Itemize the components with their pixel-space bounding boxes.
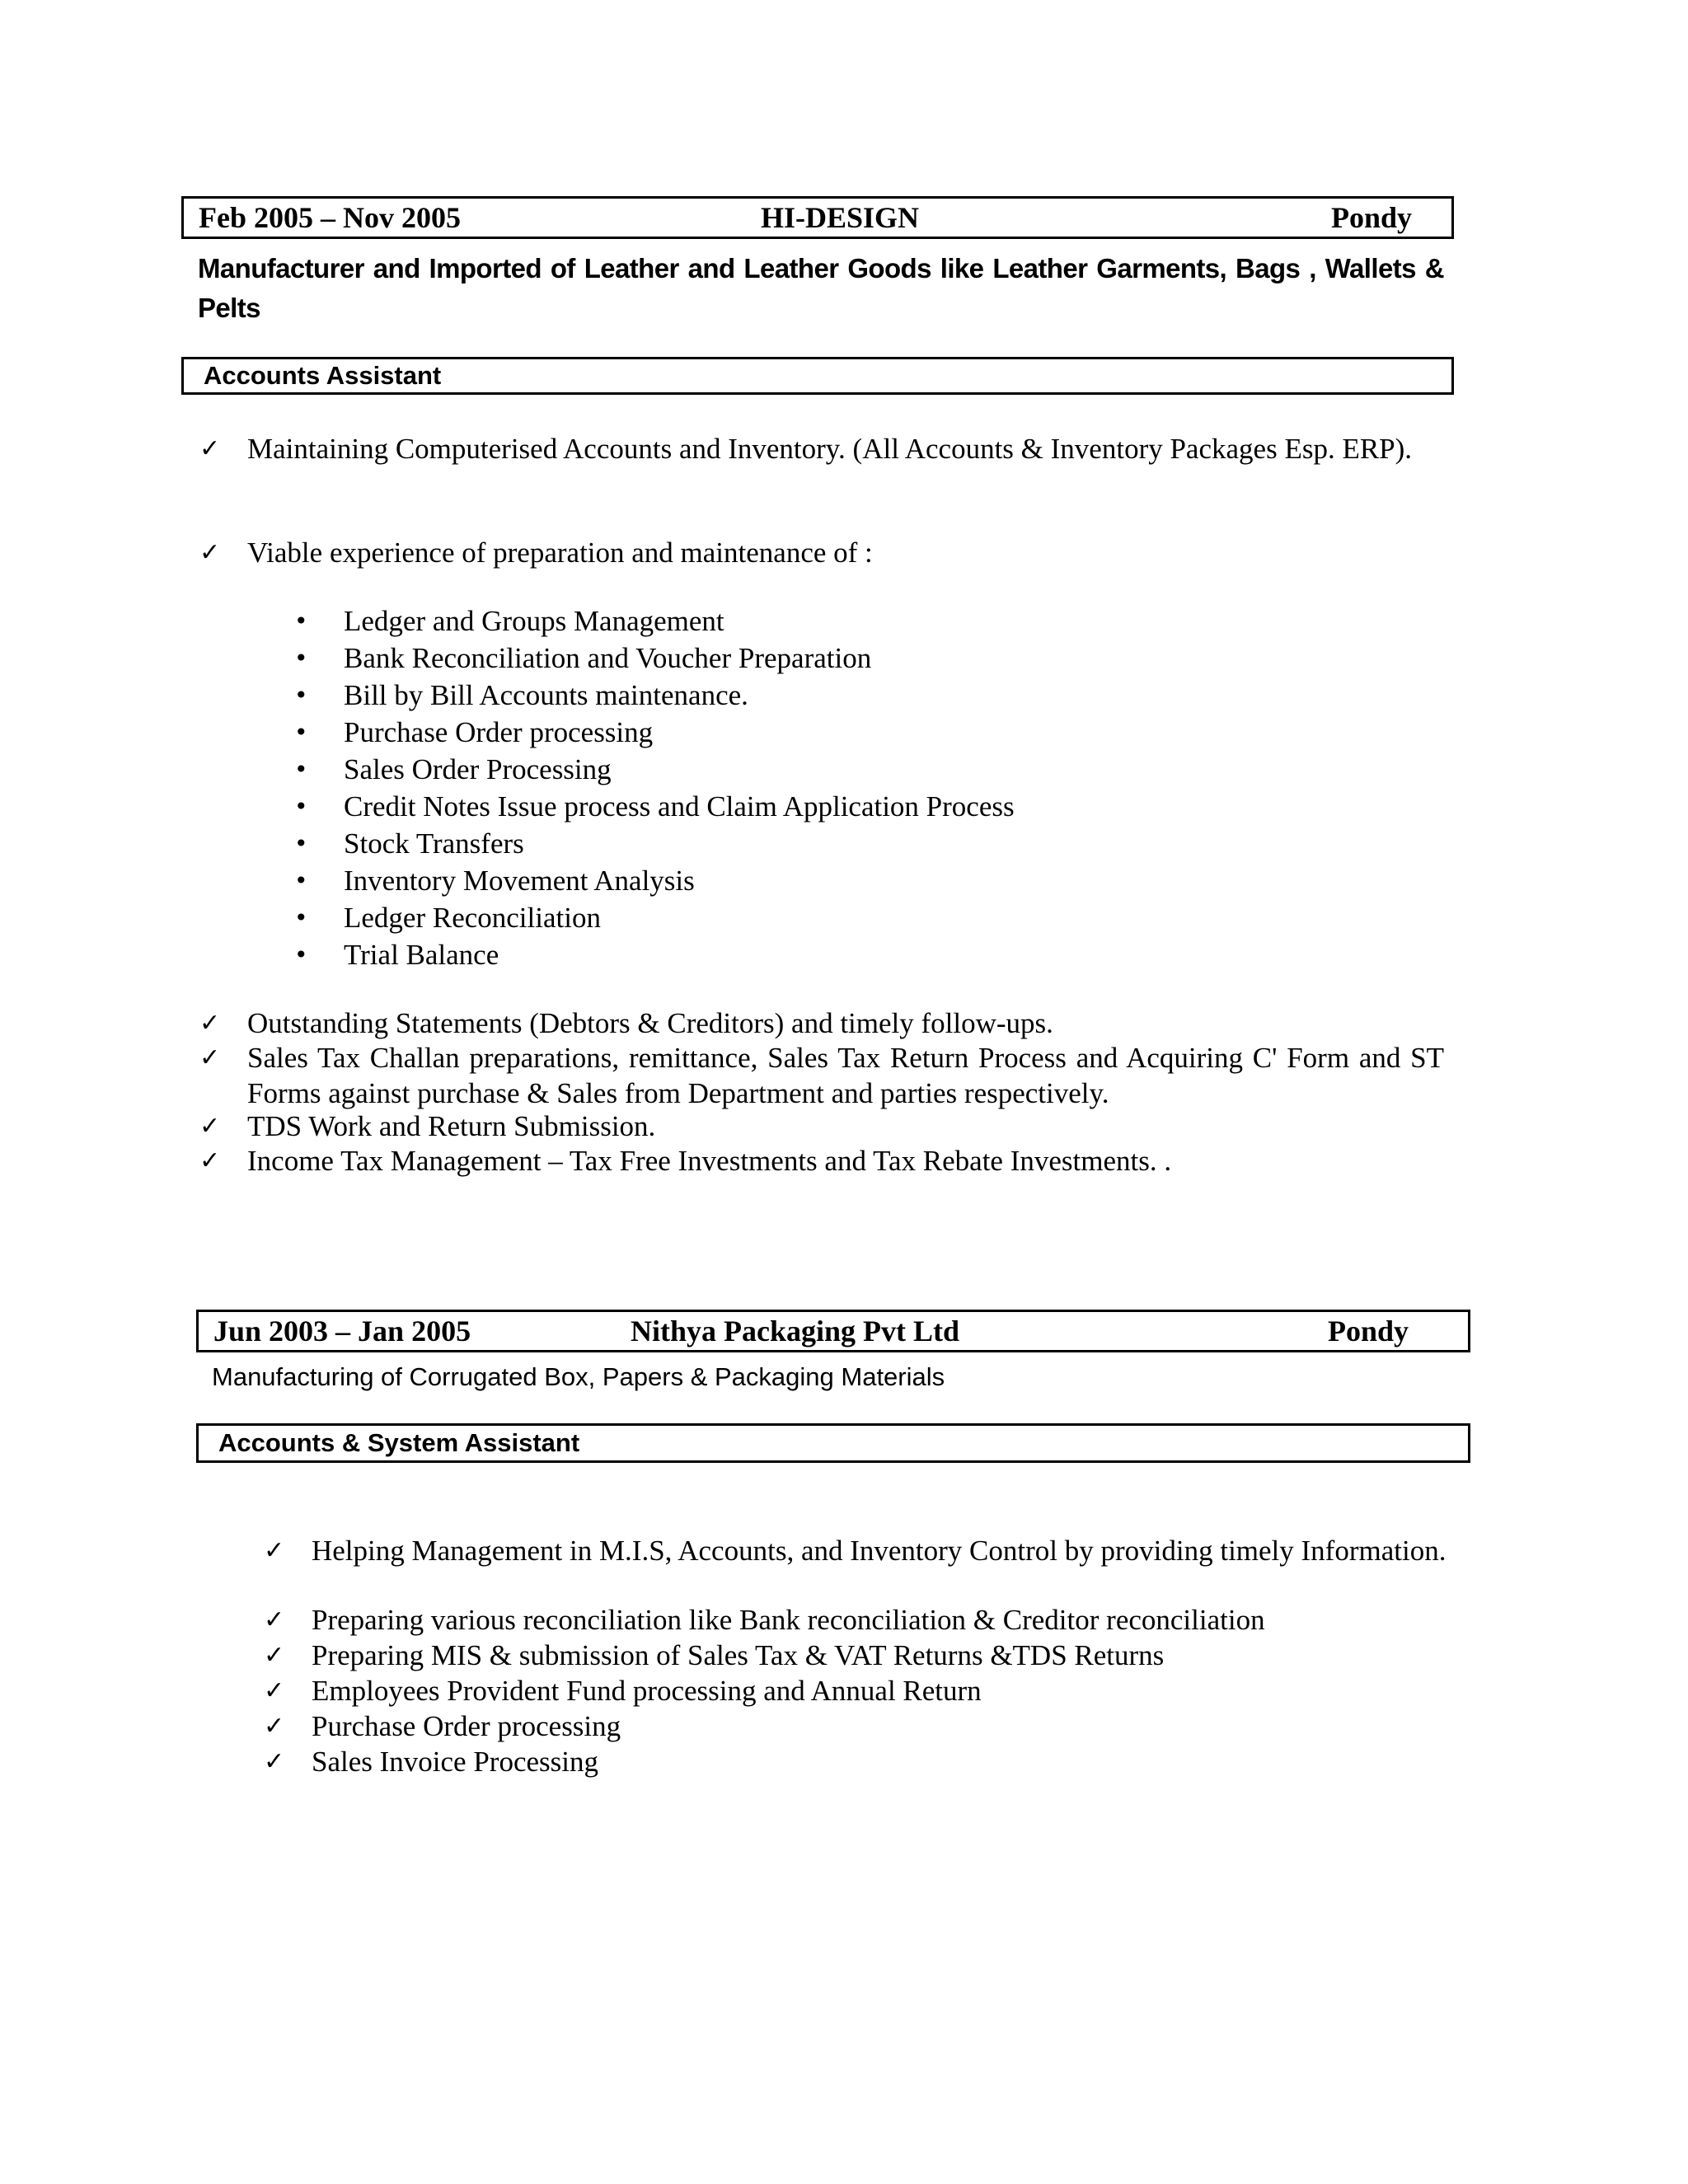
bullet-icon: • [294, 719, 308, 746]
job2-dates: Jun 2003 – Jan 2005 [213, 1315, 471, 1347]
check-icon: ✓ [199, 1043, 221, 1072]
check-icon: ✓ [199, 1112, 221, 1141]
check-icon: ✓ [199, 434, 221, 463]
bullet-icon: • [294, 756, 308, 783]
check-icon: ✓ [264, 1676, 285, 1705]
bullet-icon: • [294, 867, 308, 894]
job1-location: Pondy [1331, 201, 1413, 234]
bullet-icon: • [294, 941, 308, 968]
bullet-icon: • [294, 607, 308, 635]
check-icon: ✓ [264, 1605, 285, 1634]
job1-company: HI-DESIGN [761, 201, 920, 234]
job2-company-description: Manufacturing of Corrugated Box, Papers & Packaging Materials [212, 1362, 945, 1391]
job2-company: Nithya Packaging Pvt Ltd [631, 1315, 960, 1347]
job2-role-title: Accounts & System Assistant [218, 1428, 580, 1457]
check-icon: ✓ [264, 1641, 285, 1670]
job1-role-title: Accounts Assistant [204, 361, 442, 390]
bullet-icon: • [294, 644, 308, 672]
check-icon: ✓ [264, 1536, 285, 1565]
job1-dates: Feb 2005 – Nov 2005 [199, 201, 461, 234]
job1-point-2-text: Viable experience of preparation and maintenance of : [247, 537, 873, 569]
check-icon: ✓ [199, 1009, 221, 1038]
job2-location: Pondy [1328, 1315, 1409, 1347]
check-icon: ✓ [199, 538, 221, 567]
job1-company-description: Manufacturer and Imported of Leather and Leather Goods like Leather Garments, Bags , Wallets & Pelts [198, 253, 1444, 323]
job2-role-box [196, 1423, 1470, 1463]
check-icon: ✓ [199, 1146, 221, 1175]
bullet-icon: • [294, 793, 308, 820]
job2-header-box [196, 1310, 1470, 1352]
bullet-icon: • [294, 904, 308, 931]
check-icon: ✓ [264, 1747, 285, 1776]
bullet-icon: • [294, 830, 308, 857]
check-icon: ✓ [264, 1712, 285, 1741]
resume-page: Feb 2005 – Nov 2005 HI-DESIGN Pondy Manufacturer and Imported of Leather and Leather Goods like Leather Garments, Bags , Wallets & Pelts Accounts Assistant ✓ Maintaining Computerised Accounts and Inventory. (All Accounts & Inventory Packages Esp. ERP). ✓ Viable experience of preparation and maintenance of : • Ledger and Groups Management • Bank Reconciliation and Voucher Preparation • Bill by Bill Accounts maintenance. • Purchase Order processing • Sales Order Processing • Credit Notes Issue process and Claim Application Process • Stock Transfers • Inventory Movement Analysis • Ledger Reconciliation • Trial Balance ✓ Outstanding Statements (Debtors & Creditors) and timely follow-ups. ✓ Sales Tax Challan preparations, remittance, Sales Tax Return Process and Acquiring C' Form and ST Forms against purchase & Sales from Department and parties respectively. ✓ TDS Work and Return Submission. ✓ Income Tax Management – Tax Free Investments and Tax Rebate Investments. . Jun 2003 – Jan 2005 Nithya Packaging Pvt Ltd Pondy Manufacturing of Corrugated Box, Papers & Packaging Materials Accounts & System Assistant ✓ Helping Management in M.I.S, Accounts, and Inventory Control by providing timely Information. ✓ Preparing various reconciliation like Bank reconciliation & Creditor reconciliation ✓ Preparing MIS & submission of Sales Tax & VAT Returns &TDS Returns ✓ Employees Provident Fund processing and Annual Return ✓ Purchase Order processing ✓ Sales Invoice Processing [0, 0, 1688, 2184]
job1-point-1-text: Maintaining Computerised Accounts and Inventory. (All Accounts & Inventory Packages Esp. ERP). [247, 433, 1413, 465]
job1-header-box [181, 196, 1454, 239]
bullet-icon: • [294, 682, 308, 709]
job1-role-box [181, 357, 1454, 395]
